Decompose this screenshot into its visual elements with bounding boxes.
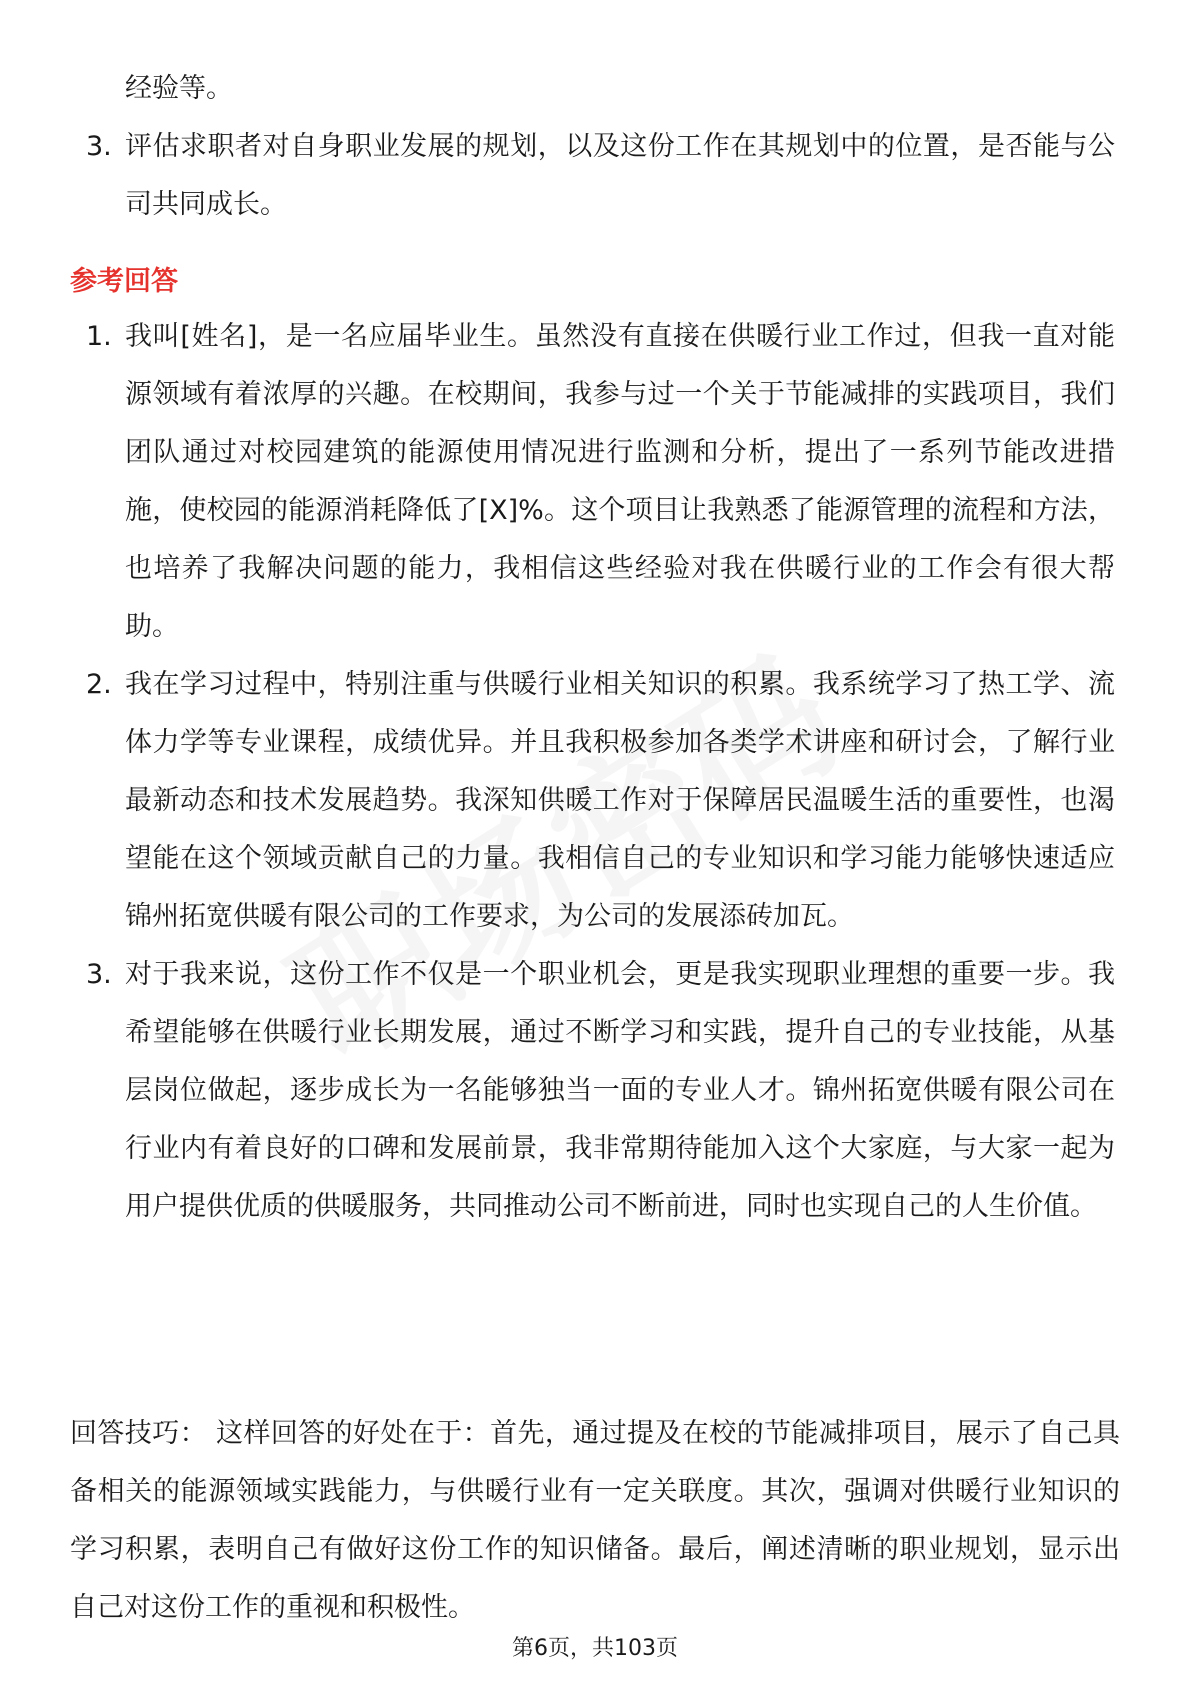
answer-item-text: 我在学习过程中，特别注重与供暖行业相关知识的积累。我系统学习了热工学、流体力学等专业课程，成绩优异。并且我积极参加各类学术讲座和研讨会，了解行业最新动态和技术发展趋势。我深知供暖工作对于保障居民温暖生活的重要性，也渴望能在这个领域贡献自己的力量。我相信自己的专业知识和学习能力能够快速适应锦州拓宽供暖有限公司的工作要求，为公司的发展添砖加瓦。 — [125, 669, 1115, 932]
answer-item — [0, 656, 1190, 946]
answer-list — [0, 308, 1190, 1236]
page-number: 第6页，共103页 — [512, 1636, 678, 1661]
answer-heading: 参考回答 — [70, 266, 178, 297]
answer-item — [0, 308, 1190, 656]
list-item — [0, 60, 1190, 118]
criteria-list — [0, 60, 1190, 234]
answer-item-text: 我叫[姓名]，是一名应届毕业生。虽然没有直接在供暖行业工作过，但我一直对能源领域有着浓厚的兴趣。在校期间，我参与过一个关于节能减排的实践项目，我们团队通过对校园建筑的能源使用情况进行监测和分析，提出了一系列节能改进措施，使校园的能源消耗降低了[X]%。这个项目让我熟悉了能源管理的流程和方法，也培养了我解决问题的能力，我相信这些经验对我在供暖行业的工作会有很大帮助。 — [125, 321, 1115, 642]
list-item-text: 评估求职者对自身职业发展的规划，以及这份工作在其规划中的位置，是否能与公司共同成长。 — [125, 131, 1115, 220]
list-item-number: 3. — [86, 131, 112, 162]
answer-item-number: 3. — [86, 959, 112, 990]
answer-item-text: 对于我来说，这份工作不仅是一个职业机会，更是我实现职业理想的重要一步。我希望能够在供暖行业长期发展，通过不断学习和实践，提升自己的专业技能，从基层岗位做起，逐步成长为一名能够独当一面的专业人才。锦州拓宽供暖有限公司在行业内有着良好的口碑和发展前景，我非常期待能加入这个大家庭，与大家一起为用户提供优质的供暖服务，共同推动公司不断前进，同时也实现自己的人生价值。 — [125, 959, 1115, 1222]
answer-item-number: 2. — [86, 669, 112, 700]
list-item — [0, 118, 1190, 234]
answer-item — [0, 946, 1190, 1236]
list-item-text: 经验等。 — [125, 73, 233, 104]
answer-item-number: 1. — [86, 321, 112, 352]
answer-tips: 回答技巧： 这样回答的好处在于：首先，通过提及在校的节能减排项目，展示了自己具备相关的能源领域实践能力，与供暖行业有一定关联度。其次，强调对供暖行业知识的学习积累，表明自己有做好这份工作的知识储备。最后，阐述清晰的职业规划，显示出自己对这份工作的重视和积极性。 — [70, 1418, 1120, 1623]
